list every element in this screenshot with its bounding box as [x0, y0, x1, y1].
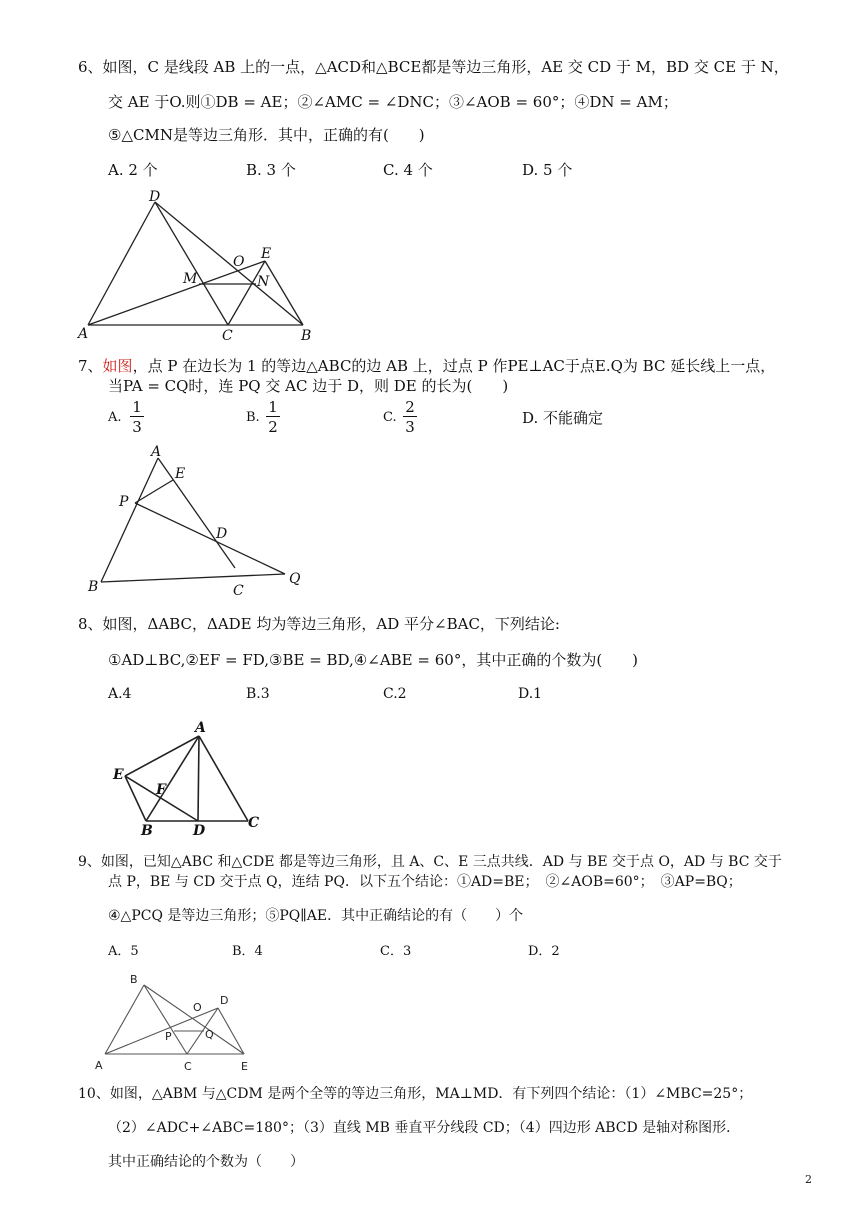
q6-option-d: D. 5 个	[522, 161, 573, 179]
q9-line-3: ④△PCQ 是等边三角形；⑤PQ∥AE．其中正确结论的有（ ）个	[108, 908, 524, 924]
q7-option-a-label: A.	[108, 410, 122, 425]
q7-option-c-label: C.	[383, 410, 397, 425]
q6-label-b: B	[301, 328, 312, 344]
q8-label-b: B	[141, 823, 153, 839]
q10-line-1: 10、如图，△ABM 与△CDM 是两个全等的等边三角形，MA⊥MD．有下列四个结论：（1）∠MBC=25°；	[78, 1086, 753, 1102]
q9-label-q: Q	[205, 1028, 214, 1041]
q7-label-e: E	[175, 466, 186, 482]
q7-c-denominator: 3	[405, 418, 415, 436]
q9-label-p: P	[165, 1030, 172, 1043]
q9-line-1: 9、如图，已知△ABC 和△CDE 都是等边三角形，且 A、C、E 三点共线．AD 与 BE 交于点 O，AD 与 BC 交于	[78, 854, 782, 870]
q9-label-e: E	[241, 1060, 248, 1073]
q6-option-b: B. 3 个	[246, 161, 296, 179]
q7-option-a-fraction	[130, 398, 144, 437]
q7-c-numerator: 2	[403, 398, 417, 417]
q7-option-d: D. 不能确定	[522, 409, 604, 427]
page-number: 2	[805, 1173, 812, 1186]
q8-option-d: D.1	[518, 686, 543, 702]
q7-a-numerator: 1	[130, 398, 144, 417]
q8-figure	[108, 715, 268, 840]
q6-label-e: E	[261, 246, 272, 262]
q8-label-f: F	[156, 782, 166, 798]
q7-option-b-fraction	[266, 398, 280, 437]
q9-label-b: B	[130, 973, 138, 986]
q6-label-m: M	[183, 271, 198, 287]
q7-line-2: 当PA = CQ时，连 PQ 交 AC 边于 D，则 DE 的长为( )	[108, 377, 509, 395]
q6-label-n: N	[257, 274, 270, 290]
q9-option-a: A．5	[108, 944, 139, 959]
q9-option-d: D．2	[528, 944, 560, 959]
q7-label-b: B	[88, 579, 99, 595]
q7-option-c-fraction	[403, 398, 417, 437]
q9-label-o: O	[193, 1001, 202, 1014]
q6-line-3: ⑤△CMN是等边三角形．其中，正确的有( )	[108, 126, 425, 144]
q7-label-a: A	[151, 444, 162, 460]
q7-label-c: C	[233, 583, 244, 599]
q6-figure	[75, 188, 325, 343]
q7-figure	[85, 443, 315, 598]
q7-a-denominator: 3	[132, 418, 142, 436]
q6-line-2: 交 AE 于O.则①DB = AE；②∠AMC = ∠DNC；③∠AOB = 60°；④DN = AM；	[108, 93, 678, 111]
q9-label-d: D	[220, 994, 229, 1007]
q9-figure	[92, 970, 262, 1075]
q7-b-numerator: 1	[266, 398, 280, 417]
q7-option-b-label: B.	[246, 410, 260, 425]
q6-option-a: A. 2 个	[108, 161, 158, 179]
q9-label-c: C	[184, 1060, 192, 1073]
q9-option-b: B．4	[232, 944, 263, 959]
q7-b-denominator: 2	[268, 418, 278, 436]
q6-label-d: D	[149, 189, 161, 205]
q7-label-p: P	[119, 494, 129, 510]
q7-line-1	[78, 356, 775, 376]
q8-label-a: A	[195, 720, 206, 736]
q8-label-c: C	[248, 815, 260, 831]
q8-line-1: 8、如图，ΔABC，ΔADE 均为等边三角形，AD 平分∠BAC，下列结论:	[78, 615, 560, 633]
q8-label-e: E	[113, 767, 124, 783]
q9-line-2: 点 P，BE 与 CD 交于点 Q，连结 PQ．以下五个结论：①AD=BE； ②∠AOB=60°； ③AP=BQ；	[108, 874, 742, 890]
q9-label-a: A	[95, 1059, 103, 1072]
q7-label-q: Q	[289, 571, 301, 587]
q10-line-3: 其中正确结论的个数为（ ）	[108, 1154, 304, 1170]
q7-label-d: D	[216, 526, 228, 542]
q7-number: 7、	[78, 357, 103, 375]
q9-option-c: C．3	[380, 944, 412, 959]
q10-line-2: （2）∠ADC+∠ABC=180°；（3）直线 MB 垂直平分线段 CD；（4）四边形 ABCD 是轴对称图形．	[108, 1120, 741, 1136]
q8-line-2: ①AD⊥BC,②EF = FD,③BE = BD,④∠ABE = 60°，其中正确的个数为( )	[108, 651, 639, 669]
q6-label-c: C	[222, 328, 233, 344]
q7-red-text: 如图	[102, 357, 133, 375]
q8-option-b: B.3	[246, 686, 270, 702]
q6-label-a: A	[78, 326, 89, 342]
q8-label-d: D	[193, 823, 206, 839]
q6-label-o: O	[233, 254, 245, 270]
q7-line-1-text: ，点 P 在边长为 1 的等边△ABC的边 AB 上，过点 P 作PE⊥AC于点E.Q为 BC 延长线上一点，	[132, 357, 776, 375]
q8-option-c: C.2	[383, 686, 407, 702]
q6-option-c: C. 4 个	[383, 161, 433, 179]
q6-line-1: 6、如图，C 是线段 AB 上的一点，△ACD和△BCE都是等边三角形，AE 交 CD 于 M，BD 交 CE 于 N，	[78, 58, 789, 76]
q8-option-a: A.4	[108, 686, 132, 702]
